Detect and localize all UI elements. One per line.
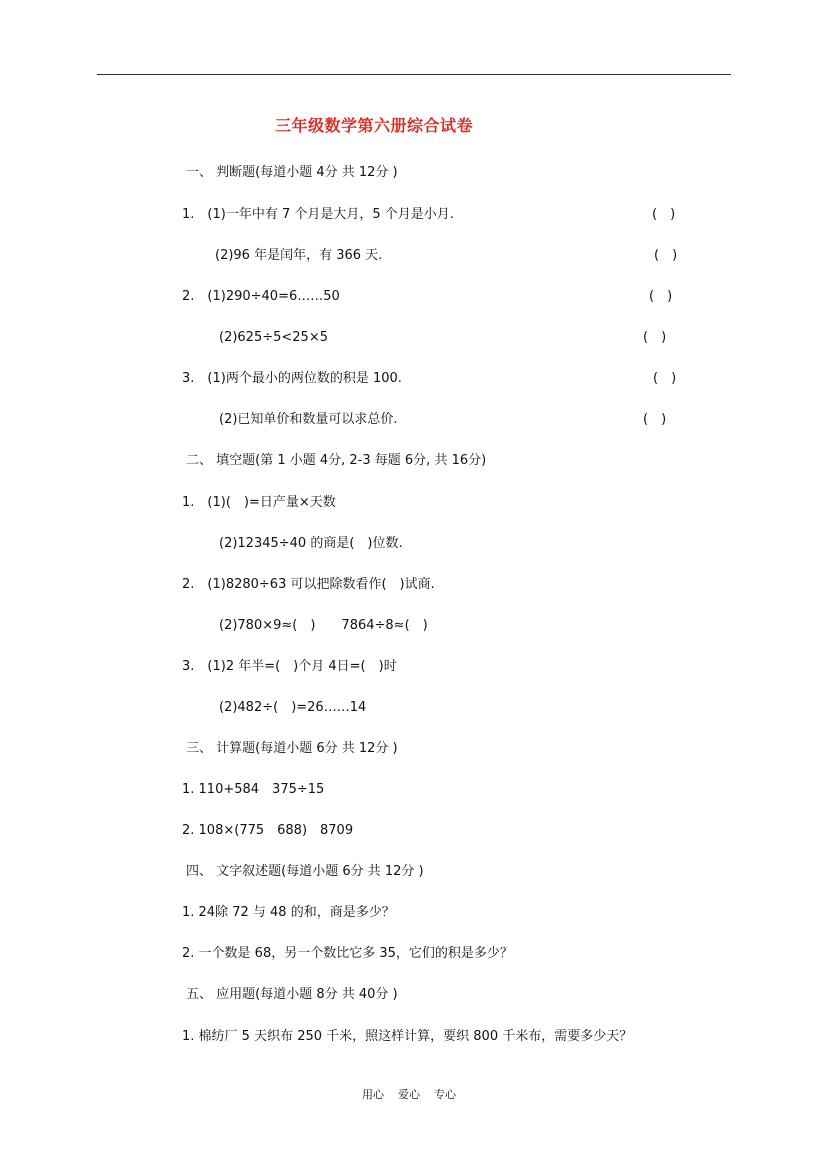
page-title: 三年级数学第六册综合试卷 xyxy=(275,116,474,135)
answer-paren: ( ) xyxy=(643,330,667,345)
s1-q1a: 1. (1)一年中有 7 个月是大月，5 个月是小月. xyxy=(182,207,454,222)
section-2-heading: 二、 填空题(第 1 小题 4分, 2-3 每题 6分, 共 16分) xyxy=(186,453,487,468)
footer-word: 爱心 xyxy=(398,1088,420,1101)
answer-paren: ( ) xyxy=(649,289,673,304)
s2-q3b: (2)482÷( )=26……14 xyxy=(219,700,367,715)
answer-paren: ( ) xyxy=(654,248,678,263)
s2-q1b: (2)12345÷40 的商是( )位数. xyxy=(219,536,403,551)
s1-q1b: (2)96 年是闰年，有 366 天. xyxy=(215,248,383,263)
s1-q2a: 2. (1)290÷40=6……50 xyxy=(182,289,340,304)
s3-q2: 2. 108×(775 688) 8709 xyxy=(182,823,354,838)
answer-paren: ( ) xyxy=(652,207,676,222)
s2-q3a: 3. (1)2 年半=( )个月 4日=( )时 xyxy=(182,659,397,674)
page-footer xyxy=(362,1086,470,1102)
s1-q2b: (2)625÷5<25×5 xyxy=(219,330,328,345)
footer-word: 用心 xyxy=(362,1088,384,1101)
s1-q3b: (2)已知单价和数量可以求总价. xyxy=(219,412,398,427)
s5-q1: 1. 棉纺厂 5 天织布 250 千米，照这样计算，要织 800 千米布，需要多少天？ xyxy=(182,1029,633,1044)
s1-q3a: 3. (1)两个最小的两位数的积是 100. xyxy=(182,371,402,386)
section-1-heading: 一、 判断题(每道小题 4分 共 12分 ) xyxy=(186,165,398,180)
s2-q2a: 2. (1)8280÷63 可以把除数看作( )试商. xyxy=(182,577,435,592)
answer-paren: ( ) xyxy=(653,371,677,386)
s4-q2: 2. 一个数是 68，另一个数比它多 35，它们的积是多少？ xyxy=(182,946,513,961)
header-rule xyxy=(97,74,731,75)
section-3-heading: 三、 计算题(每道小题 6分 共 12分 ) xyxy=(186,741,398,756)
s2-q2b: (2)780×9≈( ) 7864÷8≈( ) xyxy=(219,618,428,633)
s2-q1a: 1. (1)( )=日产量×天数 xyxy=(182,495,336,510)
footer-word: 专心 xyxy=(434,1088,456,1101)
answer-paren: ( ) xyxy=(643,412,667,427)
section-5-heading: 五、 应用题(每道小题 8分 共 40分 ) xyxy=(186,987,398,1002)
s4-q1: 1. 24除 72 与 48 的和，商是多少？ xyxy=(182,905,395,920)
section-4-heading: 四、 文字叙述题(每道小题 6分 共 12分 ) xyxy=(186,864,424,879)
s3-q1: 1. 110+584 375÷15 xyxy=(182,782,325,797)
